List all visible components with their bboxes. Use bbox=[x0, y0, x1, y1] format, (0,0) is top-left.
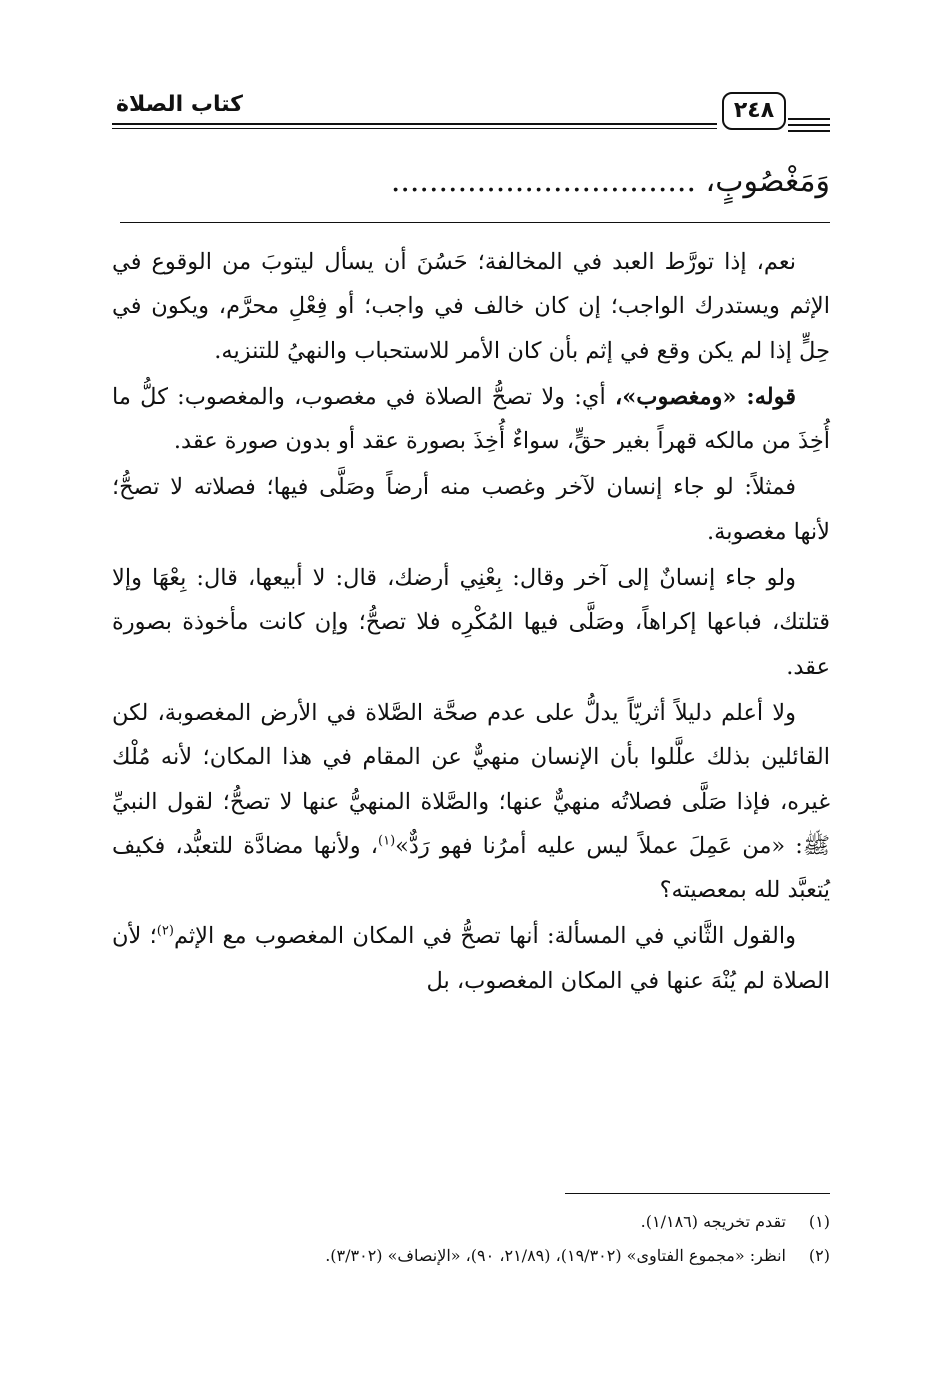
header-rule bbox=[788, 124, 830, 126]
matn-dots: ................................ bbox=[390, 164, 696, 199]
page-number: ٢٤٨ bbox=[722, 92, 786, 130]
book-title: كتاب الصلاة bbox=[116, 92, 243, 117]
matn-rule bbox=[120, 222, 830, 223]
footnote-text: تقدم تخريجه (١/١٨٦). bbox=[640, 1212, 786, 1231]
footnote-rule bbox=[565, 1193, 830, 1194]
paragraph: فمثلاً: لو جاء إنسان لآخر وغصب منه أرضاً وصَلَّى فيها؛ فصلاته لا تصحُّ؛ لأنها مغصوبة. bbox=[112, 474, 830, 545]
paragraph: ولو جاء إنسانٌ إلى آخر وقال: بِعْنِي أرضك، قال: لا أبيعها، قال: بِعْهَا وإلا قتلتك، فباعها إكراهاً، وصَلَّى فيها المُكْرِه فلا تصحُّ؛ وإن كانت مأخوذة بصورة عقد. bbox=[112, 565, 830, 680]
paragraph: ولا أعلم دليلاً أثريّاً يدلُّ على عدم صحَّة الصَّلاة في الأرض المغصوبة، لكن القائلين بذلك علَّلوا بأن الإنسان منهيٌّ عن المقام في هذا المكان؛ لأنه مُلْك غيره، فإذا صَلَّى فصلاتُه منهيٌّ عنها؛ والصَّلاة المنهيُّ عنها لا تصحُّ؛ لقول النبيِّ ﷺ: «من عَمِلَ عملاً ليس عليه أمرُنا فهو رَدٌّ»$^{(١)}$، ولأنها مضادَّة للتعبُّد، فكيف يُتعبَّد لله بمعصيته؟ bbox=[112, 699, 830, 904]
matn-line bbox=[112, 160, 830, 204]
footnote-ref[interactable]: (٢) bbox=[156, 923, 174, 939]
matn-text: وَمَغْصُوبٍ، bbox=[705, 164, 830, 199]
footnote bbox=[112, 1205, 830, 1239]
paragraph: نعم، إذا تورَّط العبد في المخالفة؛ حَسُنَ أن يسأل ليتوبَ من الوقوع في الإثم ويستدرك الواجب؛ إن كان خالف في واجب؛ أو فِعْلِ محرَّم، ويكون في حِلٍّ إذا لم يكن وقع في إثم بأن كان الأمر للاستحباب والنهيُ للتنزيه. bbox=[112, 249, 830, 364]
footnote-text: انظر: «مجموع الفتاوى» (١٩/٣٠٢)، (٢١/٨٩، ٩٠)، «الإنصاف» (٣/٣٠٢). bbox=[325, 1246, 786, 1265]
lead-text: قوله: «ومغصوب»، bbox=[614, 383, 796, 410]
body-text bbox=[112, 240, 830, 1005]
header-rule bbox=[788, 130, 830, 132]
footnote-ref[interactable]: (١) bbox=[378, 833, 396, 849]
header-rule bbox=[112, 128, 717, 129]
paragraph: قوله: «ومغصوب»، أي: ولا تصحُّ الصلاة في مغصوب، والمغصوب: كلُّ ما أُخِذَ من مالكه قهراً بغير حقٍّ، سواءٌ أُخِذَ بصورة عقد أو بدون صورة عقد. bbox=[112, 383, 830, 455]
paragraph: والقول الثَّاني في المسألة: أنها تصحُّ في المكان المغصوب مع الإثم$^{(٢)}$؛ لأن الصلاة لم يُنْهَ عنها في المكان المغصوب، بل bbox=[112, 923, 830, 994]
footnote-number: (٢) bbox=[808, 1246, 830, 1265]
header-rule bbox=[112, 123, 717, 125]
page-header bbox=[112, 90, 830, 136]
header-rule bbox=[788, 118, 830, 120]
footnote bbox=[112, 1239, 830, 1273]
footnotes bbox=[112, 1205, 830, 1273]
footnote-number: (١) bbox=[808, 1212, 830, 1231]
